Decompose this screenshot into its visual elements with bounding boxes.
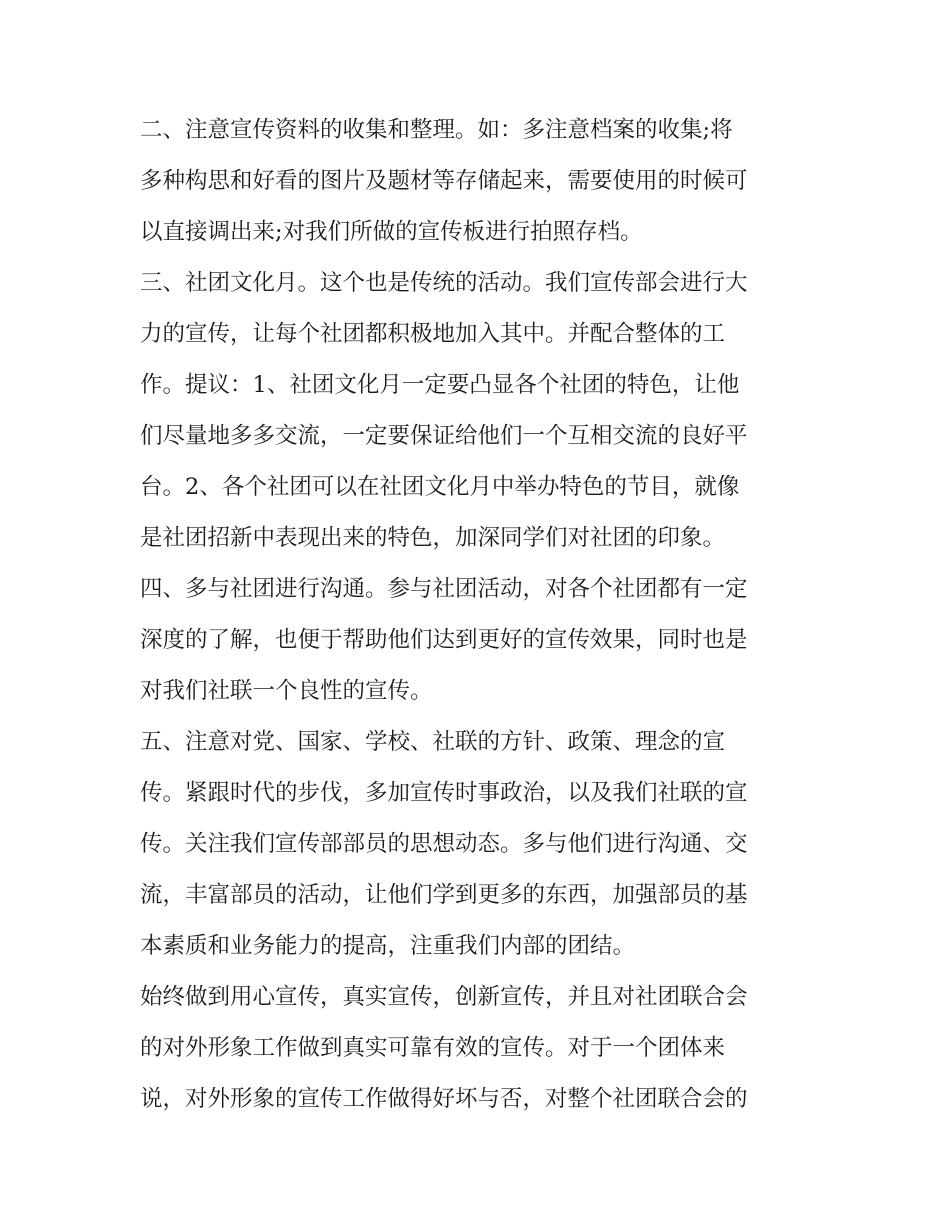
text-line: 传。关注我们宣传部部员的思想动态。多与他们进行沟通、交	[140, 831, 748, 857]
text-line: 们尽量地多多交流，一定要保证给他们一个互相交流的良好平	[140, 423, 748, 449]
text-line: 始终做到用心宣传，真实宣传，创新宣传，并且对社团联合会	[140, 984, 748, 1010]
text-line: 说，对外形象的宣传工作做得好坏与否，对整个社团联合会的	[140, 1086, 748, 1112]
text-line: 深度的了解，也便于帮助他们达到更好的宣传效果，同时也是	[140, 627, 748, 653]
text-line: 多种构思和好看的图片及题材等存储起来，需要使用的时候可	[140, 168, 748, 194]
text-line: 的对外形象工作做到真实可靠有效的宣传。对于一个团体来	[140, 1035, 726, 1061]
text-line: 力的宣传，让每个社团都积极地加入其中。并配合整体的工	[140, 321, 726, 347]
text-line: 以直接调出来;对我们所做的宣传板进行拍照存档。	[140, 219, 643, 245]
text-line: 本素质和业务能力的提高，注重我们内部的团结。	[140, 933, 636, 959]
text-line: 台。2、各个社团可以在社团文化月中举办特色的节目，就像	[140, 474, 740, 500]
text-line: 流，丰富部员的活动，让他们学到更多的东西，加强部员的基	[140, 882, 748, 908]
text-line: 三、社团文化月。这个也是传统的活动。我们宣传部会进行大	[140, 270, 748, 296]
text-line: 四、多与社团进行沟通。参与社团活动，对各个社团都有一定	[140, 576, 748, 602]
text-line: 对我们社联一个良性的宣传。	[140, 678, 433, 704]
text-line: 是社团招新中表现出来的特色，加深同学们对社团的印象。	[140, 525, 726, 551]
text-line: 传。紧跟时代的步伐，多加宣传时事政治，以及我们社联的宣	[140, 780, 748, 806]
body-text	[140, 105, 820, 1125]
text-line: 二、注意宣传资料的收集和整理。如：多注意档案的收集;将	[140, 117, 733, 143]
text-line: 五、注意对党、国家、学校、社联的方针、政策、理念的宣	[140, 729, 726, 755]
text-line: 作。提议：1、社团文化月一定要凸显各个社团的特色，让他	[140, 372, 740, 398]
